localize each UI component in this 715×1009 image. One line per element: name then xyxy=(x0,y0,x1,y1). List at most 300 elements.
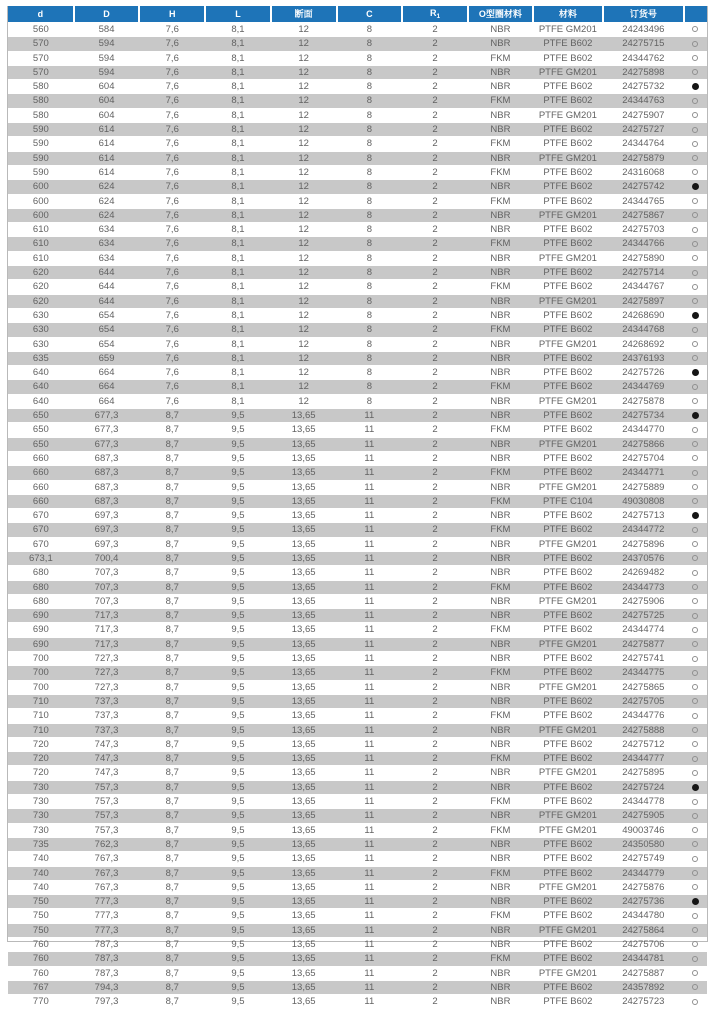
cell-H: 8,7 xyxy=(165,753,179,765)
cell-oring_material: NBR xyxy=(490,724,511,736)
cell-L: 9,5 xyxy=(231,624,245,636)
open-circle-icon xyxy=(692,870,698,876)
cell-H: 7,6 xyxy=(165,267,179,279)
cell-status xyxy=(684,666,707,680)
cell-oring_material: FKM xyxy=(490,710,511,722)
cell-order_no: 24344768 xyxy=(622,324,665,336)
cell-C: 11 xyxy=(364,510,375,522)
cell-order_no: 24275723 xyxy=(622,996,665,1008)
cell-d: 600 xyxy=(32,181,49,193)
cell-d: 690 xyxy=(32,624,49,636)
table-row xyxy=(8,995,707,1009)
cell-section: 13,65 xyxy=(291,710,316,722)
table-row xyxy=(8,280,707,294)
cell-D: 654 xyxy=(98,324,115,336)
open-circle-icon xyxy=(692,713,698,719)
cell-status xyxy=(684,823,707,837)
cell-material: PTFE GM201 xyxy=(538,481,597,493)
cell-material: PTFE GM201 xyxy=(538,395,597,407)
table-row xyxy=(8,766,707,780)
table-row xyxy=(8,694,707,708)
cell-material: PTFE B602 xyxy=(543,695,593,707)
cell-C: 11 xyxy=(364,595,375,607)
cell-R1: 2 xyxy=(432,224,438,236)
cell-order_no: 24275890 xyxy=(622,252,665,264)
cell-C: 11 xyxy=(364,910,375,922)
cell-L: 8,1 xyxy=(231,166,245,178)
cell-d: 673,1 xyxy=(28,552,53,564)
cell-d: 730 xyxy=(32,824,49,836)
cell-oring_material: NBR xyxy=(490,295,511,307)
cell-oring_material: NBR xyxy=(490,881,511,893)
cell-section: 12 xyxy=(298,138,309,150)
cell-d: 580 xyxy=(32,109,49,121)
cell-d: 730 xyxy=(32,796,49,808)
cell-status xyxy=(684,494,707,508)
cell-order_no: 24275897 xyxy=(622,295,665,307)
cell-D: 727,3 xyxy=(94,653,119,665)
table-row xyxy=(8,523,707,537)
cell-L: 9,5 xyxy=(231,410,245,422)
cell-material: PTFE B602 xyxy=(543,510,593,522)
cell-status xyxy=(684,809,707,823)
cell-status xyxy=(684,752,707,766)
filled-circle-icon xyxy=(692,369,699,376)
cell-H: 7,6 xyxy=(165,381,179,393)
cell-D: 717,3 xyxy=(94,610,119,622)
cell-section: 13,65 xyxy=(291,796,316,808)
table-row xyxy=(8,923,707,937)
cell-L: 9,5 xyxy=(231,538,245,550)
cell-R1: 2 xyxy=(432,267,438,279)
cell-oring_material: NBR xyxy=(490,395,511,407)
open-circle-icon xyxy=(692,55,698,61)
cell-order_no: 24275898 xyxy=(622,66,665,78)
cell-section: 12 xyxy=(298,367,309,379)
cell-status xyxy=(684,694,707,708)
open-circle-icon xyxy=(692,398,698,404)
cell-d: 700 xyxy=(32,681,49,693)
cell-section: 13,65 xyxy=(291,467,316,479)
table-row xyxy=(8,709,707,723)
cell-L: 8,1 xyxy=(231,224,245,236)
cell-material: PTFE B602 xyxy=(543,667,593,679)
cell-C: 11 xyxy=(364,567,375,579)
cell-C: 11 xyxy=(364,738,375,750)
cell-status xyxy=(684,480,707,494)
cell-L: 9,5 xyxy=(231,981,245,993)
cell-order_no: 24344763 xyxy=(622,95,665,107)
table-row xyxy=(8,509,707,523)
cell-section: 13,65 xyxy=(291,939,316,950)
cell-section: 12 xyxy=(298,252,309,264)
cell-material: PTFE B602 xyxy=(543,981,593,993)
open-circle-icon xyxy=(692,613,698,619)
cell-H: 8,7 xyxy=(165,953,179,965)
cell-d: 710 xyxy=(32,710,49,722)
cell-L: 8,1 xyxy=(231,295,245,307)
cell-order_no: 24344767 xyxy=(622,281,665,293)
open-circle-icon xyxy=(692,727,698,733)
column-header-section: 断面 xyxy=(271,6,337,23)
cell-oring_material: NBR xyxy=(490,367,511,379)
open-circle-icon xyxy=(692,227,698,233)
cell-R1: 2 xyxy=(432,981,438,993)
table-row xyxy=(8,466,707,480)
table-row xyxy=(8,737,707,751)
cell-material: PTFE B602 xyxy=(543,552,593,564)
cell-R1: 2 xyxy=(432,581,438,593)
cell-order_no: 24275706 xyxy=(622,939,665,950)
cell-D: 797,3 xyxy=(94,996,119,1008)
cell-section: 13,65 xyxy=(291,953,316,965)
cell-status xyxy=(684,623,707,637)
cell-section: 12 xyxy=(298,295,309,307)
cell-order_no: 24275741 xyxy=(622,653,665,665)
cell-d: 730 xyxy=(32,810,49,822)
cell-L: 9,5 xyxy=(231,824,245,836)
cell-section: 13,65 xyxy=(291,853,316,865)
table-row xyxy=(8,652,707,666)
cell-status xyxy=(684,37,707,51)
cell-status xyxy=(684,251,707,265)
cell-R1: 2 xyxy=(432,281,438,293)
cell-d: 670 xyxy=(32,524,49,536)
cell-status xyxy=(684,466,707,480)
cell-status xyxy=(684,280,707,294)
cell-section: 13,65 xyxy=(291,910,316,922)
cell-D: 757,3 xyxy=(94,824,119,836)
cell-C: 8 xyxy=(366,24,373,35)
cell-order_no: 24344769 xyxy=(622,381,665,393)
cell-L: 8,1 xyxy=(231,267,245,279)
cell-H: 8,7 xyxy=(165,896,179,908)
open-circle-icon xyxy=(692,441,698,447)
cell-D: 697,3 xyxy=(94,538,119,550)
cell-material: PTFE B602 xyxy=(543,653,593,665)
cell-section: 13,65 xyxy=(291,424,316,436)
cell-oring_material: FKM xyxy=(490,524,511,536)
cell-R1: 2 xyxy=(432,295,438,307)
open-circle-icon xyxy=(692,841,698,847)
table-row xyxy=(8,151,707,165)
column-header-H: H xyxy=(139,6,205,23)
open-circle-icon xyxy=(692,327,698,333)
cell-order_no: 24275888 xyxy=(622,724,665,736)
cell-C: 11 xyxy=(364,538,375,550)
cell-oring_material: FKM xyxy=(490,824,511,836)
cell-R1: 2 xyxy=(432,38,438,50)
cell-status xyxy=(684,780,707,794)
cell-d: 710 xyxy=(32,724,49,736)
cell-order_no: 24344764 xyxy=(622,138,665,150)
cell-status xyxy=(684,394,707,408)
open-circle-icon xyxy=(692,927,698,933)
cell-section: 13,65 xyxy=(291,638,316,650)
column-header-R1: $R_1$ xyxy=(402,6,468,23)
cell-C: 11 xyxy=(364,724,375,736)
cell-order_no: 24350580 xyxy=(622,838,665,850)
cell-material: PTFE GM201 xyxy=(538,338,597,350)
cell-L: 9,5 xyxy=(231,710,245,722)
table-row xyxy=(8,852,707,866)
cell-material: PTFE B602 xyxy=(543,52,593,64)
cell-oring_material: NBR xyxy=(490,309,511,321)
table-row xyxy=(8,194,707,208)
cell-material: PTFE B602 xyxy=(543,753,593,765)
cell-D: 644 xyxy=(98,267,115,279)
cell-R1: 2 xyxy=(432,824,438,836)
cell-order_no: 24243496 xyxy=(622,24,665,35)
cell-oring_material: NBR xyxy=(490,209,511,221)
cell-d: 600 xyxy=(32,209,49,221)
cell-D: 767,3 xyxy=(94,881,119,893)
table-row xyxy=(8,494,707,508)
cell-material: PTFE GM201 xyxy=(538,681,597,693)
table-row xyxy=(8,909,707,923)
cell-L: 8,1 xyxy=(231,152,245,164)
cell-section: 13,65 xyxy=(291,824,316,836)
cell-status xyxy=(684,194,707,208)
cell-section: 13,65 xyxy=(291,767,316,779)
cell-D: 787,3 xyxy=(94,967,119,979)
cell-order_no: 24275749 xyxy=(622,853,665,865)
cell-material: PTFE B602 xyxy=(543,939,593,950)
cell-d: 680 xyxy=(32,567,49,579)
cell-order_no: 24275864 xyxy=(622,924,665,936)
open-circle-icon xyxy=(692,913,698,919)
cell-H: 8,7 xyxy=(165,653,179,665)
cell-L: 9,5 xyxy=(231,681,245,693)
cell-C: 11 xyxy=(364,867,375,879)
cell-H: 7,6 xyxy=(165,238,179,250)
cell-d: 690 xyxy=(32,638,49,650)
cell-section: 12 xyxy=(298,324,309,336)
cell-material: PTFE GM201 xyxy=(538,66,597,78)
open-circle-icon xyxy=(692,999,698,1005)
cell-d: 570 xyxy=(32,38,49,50)
cell-material: PTFE B602 xyxy=(543,624,593,636)
open-circle-icon xyxy=(692,69,698,75)
table-row xyxy=(8,423,707,437)
cell-H: 8,7 xyxy=(165,610,179,622)
cell-oring_material: FKM xyxy=(490,753,511,765)
cell-R1: 2 xyxy=(432,767,438,779)
cell-d: 735 xyxy=(32,838,49,850)
cell-d: 660 xyxy=(32,452,49,464)
cell-d: 720 xyxy=(32,753,49,765)
table-row xyxy=(8,266,707,280)
open-circle-icon xyxy=(692,756,698,762)
cell-status xyxy=(684,523,707,537)
filled-circle-icon xyxy=(692,83,699,90)
cell-D: 624 xyxy=(98,181,115,193)
cell-D: 624 xyxy=(98,209,115,221)
table-row xyxy=(8,23,707,37)
cell-section: 13,65 xyxy=(291,867,316,879)
filled-circle-icon xyxy=(692,183,699,190)
cell-C: 11 xyxy=(364,524,375,536)
cell-C: 11 xyxy=(364,810,375,822)
cell-D: 594 xyxy=(98,38,115,50)
open-circle-icon xyxy=(692,384,698,390)
cell-H: 8,7 xyxy=(165,552,179,564)
open-circle-icon xyxy=(692,598,698,604)
cell-section: 12 xyxy=(298,166,309,178)
cell-oring_material: NBR xyxy=(490,595,511,607)
cell-C: 11 xyxy=(364,667,375,679)
cell-L: 8,1 xyxy=(231,281,245,293)
open-circle-icon xyxy=(692,884,698,890)
cell-status xyxy=(684,637,707,651)
cell-d: 750 xyxy=(32,910,49,922)
cell-H: 8,7 xyxy=(165,524,179,536)
cell-D: 757,3 xyxy=(94,781,119,793)
cell-section: 13,65 xyxy=(291,567,316,579)
cell-C: 11 xyxy=(364,695,375,707)
table-row xyxy=(8,123,707,137)
cell-R1: 2 xyxy=(432,724,438,736)
cell-C: 8 xyxy=(366,166,373,178)
cell-d: 635 xyxy=(32,352,49,364)
cell-R1: 2 xyxy=(432,467,438,479)
cell-order_no: 49003746 xyxy=(622,824,665,836)
column-header-oring_material: O型圈材料 xyxy=(468,6,533,23)
cell-R1: 2 xyxy=(432,967,438,979)
cell-status xyxy=(684,351,707,365)
cell-material: PTFE GM201 xyxy=(538,295,597,307)
cell-R1: 2 xyxy=(432,710,438,722)
cell-oring_material: NBR xyxy=(490,352,511,364)
cell-D: 717,3 xyxy=(94,638,119,650)
cell-H: 8,7 xyxy=(165,967,179,979)
cell-section: 13,65 xyxy=(291,438,316,450)
cell-C: 8 xyxy=(366,381,373,393)
cell-status xyxy=(684,923,707,937)
cell-d: 650 xyxy=(32,410,49,422)
cell-C: 11 xyxy=(364,653,375,665)
cell-oring_material: FKM xyxy=(490,52,511,64)
cell-section: 13,65 xyxy=(291,881,316,893)
cell-C: 11 xyxy=(364,781,375,793)
cell-C: 8 xyxy=(366,209,373,221)
cell-D: 654 xyxy=(98,309,115,321)
open-circle-icon xyxy=(692,26,698,32)
cell-oring_material: NBR xyxy=(490,653,511,665)
cell-material: PTFE B602 xyxy=(543,367,593,379)
cell-section: 12 xyxy=(298,281,309,293)
table-row xyxy=(8,137,707,151)
cell-D: 634 xyxy=(98,238,115,250)
cell-C: 8 xyxy=(366,138,373,150)
cell-d: 590 xyxy=(32,138,49,150)
cell-d: 660 xyxy=(32,467,49,479)
cell-L: 9,5 xyxy=(231,695,245,707)
cell-material: PTFE B602 xyxy=(543,81,593,93)
cell-oring_material: FKM xyxy=(490,953,511,965)
cell-oring_material: FKM xyxy=(490,138,511,150)
cell-section: 13,65 xyxy=(291,524,316,536)
cell-D: 677,3 xyxy=(94,424,119,436)
cell-R1: 2 xyxy=(432,753,438,765)
cell-order_no: 24275725 xyxy=(622,610,665,622)
cell-d: 640 xyxy=(32,395,49,407)
cell-d: 767 xyxy=(32,981,49,993)
cell-C: 11 xyxy=(364,581,375,593)
cell-d: 590 xyxy=(32,124,49,136)
cell-C: 11 xyxy=(364,424,375,436)
cell-D: 737,3 xyxy=(94,724,119,736)
cell-order_no: 24275906 xyxy=(622,595,665,607)
cell-C: 8 xyxy=(366,109,373,121)
cell-R1: 2 xyxy=(432,838,438,850)
cell-R1: 2 xyxy=(432,181,438,193)
cell-R1: 2 xyxy=(432,195,438,207)
cell-H: 8,7 xyxy=(165,796,179,808)
cell-H: 8,7 xyxy=(165,738,179,750)
cell-R1: 2 xyxy=(432,781,438,793)
cell-status xyxy=(684,165,707,179)
cell-H: 7,6 xyxy=(165,309,179,321)
column-header-order_no: 订货号 xyxy=(603,6,684,23)
cell-R1: 2 xyxy=(432,681,438,693)
cell-d: 610 xyxy=(32,224,49,236)
cell-material: PTFE B602 xyxy=(543,896,593,908)
cell-R1: 2 xyxy=(432,552,438,564)
table-row xyxy=(8,680,707,694)
cell-L: 9,5 xyxy=(231,724,245,736)
cell-C: 11 xyxy=(364,896,375,908)
cell-section: 13,65 xyxy=(291,681,316,693)
table-row xyxy=(8,80,707,94)
cell-material: PTFE C104 xyxy=(543,495,593,507)
cell-section: 12 xyxy=(298,224,309,236)
cell-section: 12 xyxy=(298,95,309,107)
table-row xyxy=(8,551,707,565)
cell-L: 8,1 xyxy=(231,395,245,407)
cell-C: 8 xyxy=(366,95,373,107)
cell-H: 8,7 xyxy=(165,710,179,722)
cell-C: 8 xyxy=(366,338,373,350)
cell-d: 740 xyxy=(32,867,49,879)
cell-H: 8,7 xyxy=(165,681,179,693)
cell-L: 8,1 xyxy=(231,324,245,336)
cell-D: 787,3 xyxy=(94,953,119,965)
cell-C: 8 xyxy=(366,238,373,250)
cell-H: 8,7 xyxy=(165,881,179,893)
cell-L: 9,5 xyxy=(231,967,245,979)
cell-section: 13,65 xyxy=(291,495,316,507)
cell-d: 700 xyxy=(32,653,49,665)
cell-oring_material: NBR xyxy=(490,181,511,193)
cell-oring_material: FKM xyxy=(490,281,511,293)
open-circle-icon xyxy=(692,984,698,990)
cell-status xyxy=(684,909,707,923)
open-circle-icon xyxy=(692,555,698,561)
cell-L: 9,5 xyxy=(231,524,245,536)
cell-L: 8,1 xyxy=(231,81,245,93)
filled-circle-icon xyxy=(692,312,699,319)
table-row xyxy=(8,337,707,351)
cell-R1: 2 xyxy=(432,324,438,336)
cell-oring_material: NBR xyxy=(490,510,511,522)
open-circle-icon xyxy=(692,541,698,547)
cell-L: 8,1 xyxy=(231,367,245,379)
column-header-material: 材料 xyxy=(533,6,603,23)
cell-material: PTFE GM201 xyxy=(538,824,597,836)
cell-order_no: 24275727 xyxy=(622,124,665,136)
cell-C: 11 xyxy=(364,967,375,979)
